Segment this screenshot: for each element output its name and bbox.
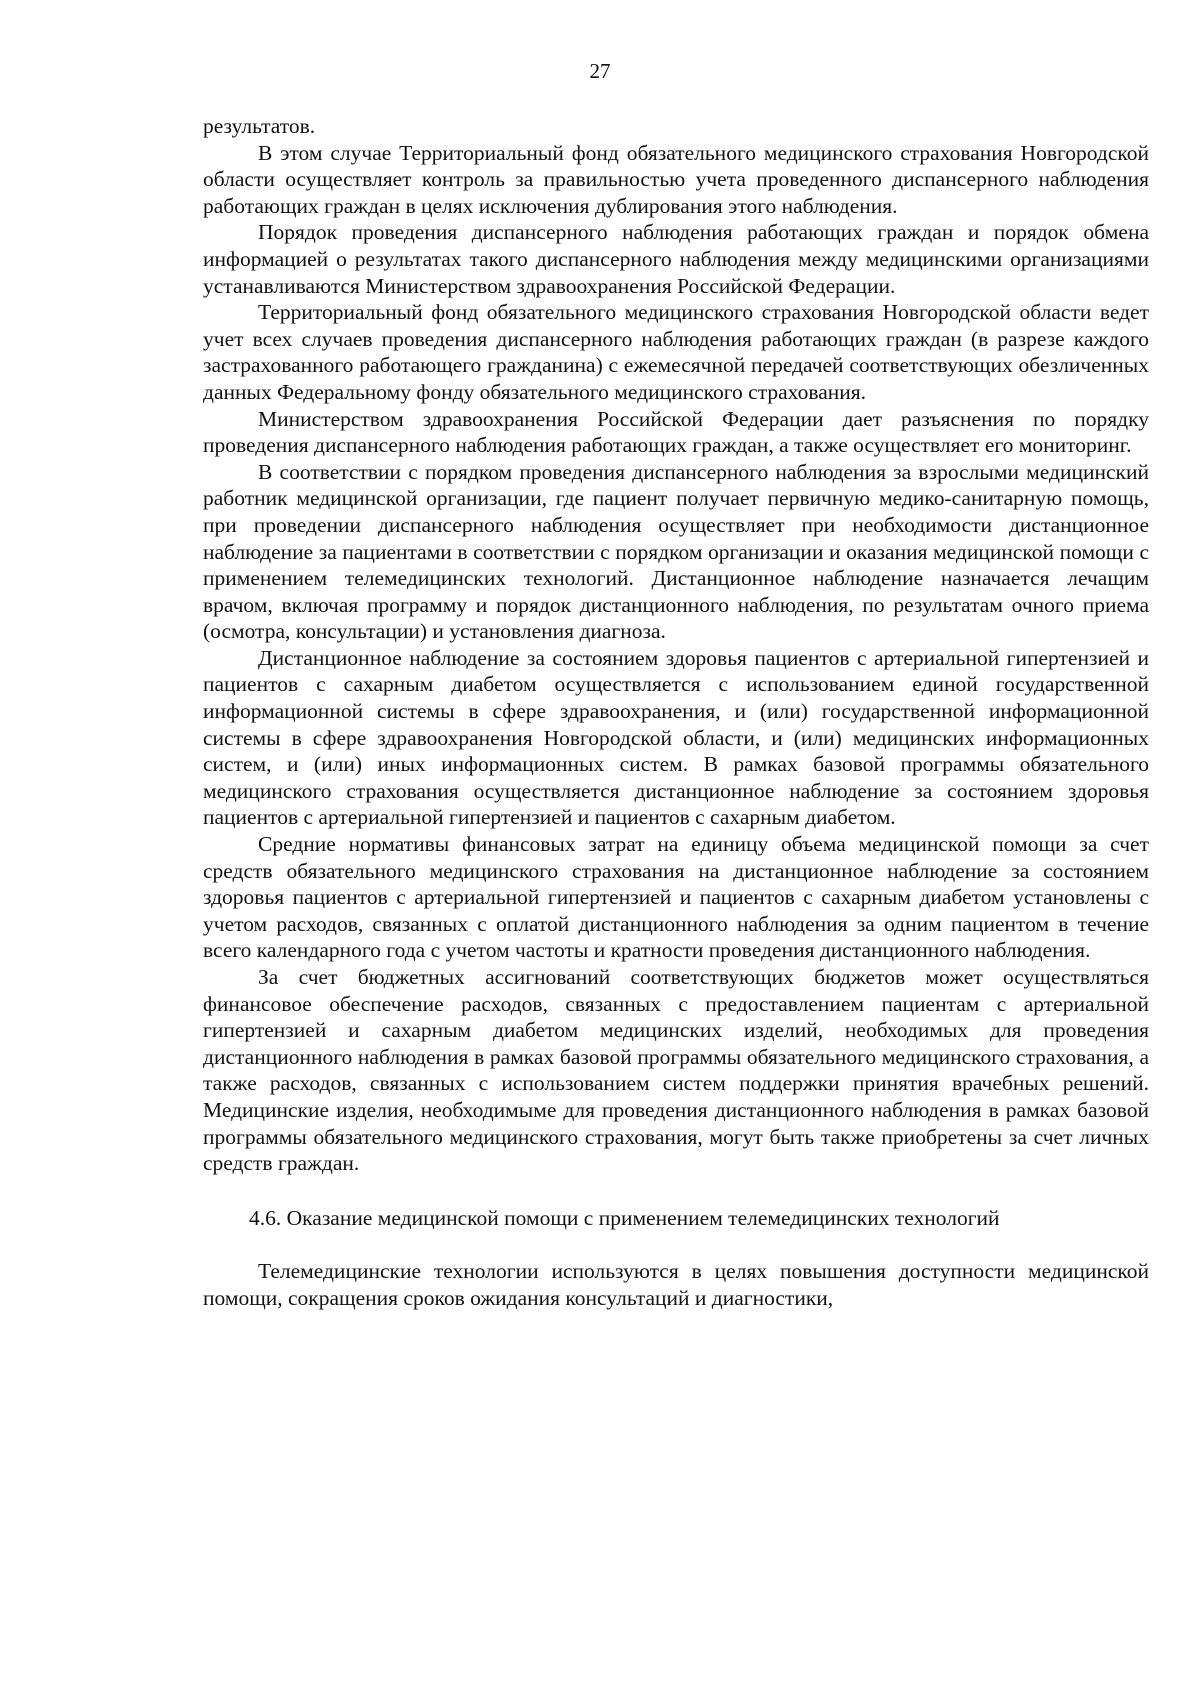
page-number: 27 xyxy=(589,59,611,83)
paragraph: Средние нормативы финансовых затрат на единицу объема медицинской помощи за счет средств обязательного медицинского страхования на дистанционное наблюдение за состоянием здоровья пациентов с артериальной гипертензией и пациентов с сахарным диабетом установлены с учетом расходов, связанных с оплатой дистанционного наблюдения за одним пациентом в течение всего календарного года с учетом частоты и кратности проведения дистанционного наблюдения. xyxy=(203,832,1149,963)
paragraph: В соответствии с порядком проведения диспансерного наблюдения за взрослыми медицинский работник медицинской организации, где пациент получает первичную медико-санитарную помощь, при проведении диспансерного наблюдения осуществляет при необходимости дистанционное наблюдение за пациентами в соответствии с порядком организации и оказания медицинской помощи с применением телемедицинских технологий. Дистанционное наблюдение назначается лечащим врачом, включая программу и порядок дистанционного наблюдения, по результатам очного приема (осмотра, консультации) и установления диагноза. xyxy=(203,459,1149,644)
section-heading: 4.6. Оказание медицинской помощи с применением телемедицинских технологий xyxy=(249,1205,1000,1230)
paragraph-continuation: результатов. xyxy=(203,114,316,138)
paragraph: Территориальный фонд обязательного медицинского страхования Новгородской области ведет учет всех случаев проведения диспансерного наблюдения работающих граждан (в разрезе каждого застрахованного работающего гражданина) с ежемесячной передачей соответствующих обезличенных данных Федеральному фонду обязательного медицинского страхования. xyxy=(203,300,1149,404)
paragraph: Дистанционное наблюдение за состоянием здоровья пациентов с артериальной гипертензией и пациентов с сахарным диабетом осуществляется с использованием единой государственной информационной системы в сфере здравоохранения, и (или) государственной информационной системы в сфере здравоохранения Новгородской области, и (или) медицинских информационных систем, и (или) иных информационных систем. В рамках базовой программы обязательного медицинского страхования осуществляется дистанционное наблюдение за состоянием здоровья пациентов с артериальной гипертензией и пациентов с сахарным диабетом. xyxy=(203,645,1149,830)
paragraph: Министерством здравоохранения Российской Федерации дает разъяснения по порядку проведения диспансерного наблюдения работающих граждан, а также осуществляет его мониторинг. xyxy=(203,406,1149,458)
paragraph: Порядок проведения диспансерного наблюдения работающих граждан и порядок обмена информацией о результатах такого диспансерного наблюдения между медицинскими организациями устанавливаются Министерством здравоохранения Российской Федерации. xyxy=(203,220,1149,298)
paragraph: В этом случае Территориальный фонд обязательного медицинского страхования Новгородской области осуществляет контроль за правильностью учета проведенного диспансерного наблюдения работающих граждан в целях исключения дублирования этого наблюдения. xyxy=(203,140,1149,218)
paragraph: За счет бюджетных ассигнований соответствующих бюджетов может осуществляться финансовое обеспечение расходов, связанных с предоставлением пациентам с артериальной гипертензией и сахарным диабетом медицинских изделий, необходимых для проведения дистанционного наблюдения в рамках базовой программы обязательного медицинского страхования, а также расходов, связанных с использованием систем поддержки принятия врачебных решений. Медицинские изделия, необходимыме для проведения дистанционного наблюдения в рамках базовой программы обязательного медицинского страхования, могут быть также приобретены за счет личных средств граждан. xyxy=(203,965,1149,1176)
document-body xyxy=(203,113,1149,1312)
paragraph: Телемедицинские технологии используются в целях повышения доступности медицинской помощи, сокращения сроков ожидания консультаций и диагностики, xyxy=(203,1259,1149,1310)
